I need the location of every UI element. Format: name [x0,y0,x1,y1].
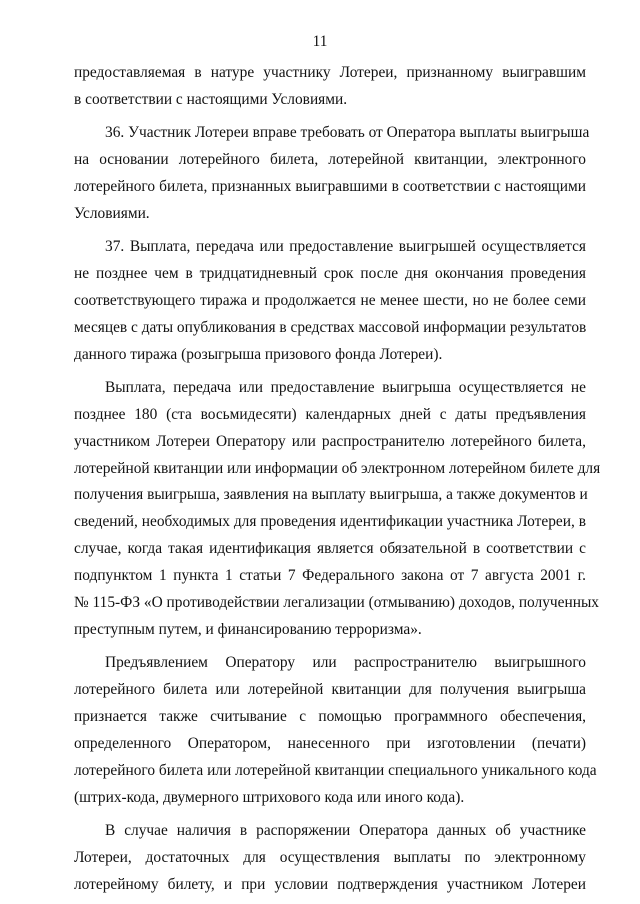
text-line: Выплата, передача или предоставление выигрыша осуществляется не [105,378,586,396]
text-line: сведений, необходимых для проведения идентификации участника Лотереи, в [74,513,586,531]
text-line: на основании лотерейного билета, лотерейной квитанции, электронного [74,151,586,168]
text-line: позднее 180 (ста восьмидесяти) календарных дней с даты предъявления [74,405,586,423]
text-line: месяцев с даты опубликования в средствах массовой информации результатов [74,318,587,336]
text-line: в соответствии с настоящими Условиями. [74,90,348,108]
text-line: лотерейного билета или лотерейной квитанции для получения выигрыша [74,681,586,698]
text-line: лотерейного билета, признанных выигравшими в соответствии с настоящими [74,177,586,195]
text-line: Предъявлением Оператору или распространителю выигрышного [105,654,586,672]
text-line: Лотереи, достаточных для осуществления выплаты по электронному [74,848,586,866]
text-line: данного тиража (розыгрыша призового фонда Лотереи). [74,345,443,363]
text-line: случае, когда такая идентификация является обязательной в соответствии с [74,540,586,558]
text-line: предоставляемая в натуре участнику Лотереи, признанному выигравшим [74,64,586,81]
text-line: не позднее чем в тридцатидневный срок после дня окончания проведения [74,264,586,282]
text-line: признается также считывание с помощью программного обеспечения, [74,707,586,725]
text-line: преступным путем, и финансированию терроризма». [74,620,422,638]
text-line: 36. Участник Лотереи вправе требовать от Оператора выплаты выигрыша [105,124,590,142]
text-line: 37. Выплата, передача или предоставление выигрышей осуществляется [105,238,586,255]
text-line: Условиями. [74,204,150,222]
text-line: участником Лотереи Оператору или распространителю лотерейного билета, [74,432,586,450]
text-line: В случае наличия в распоряжении Оператора данных об участнике [105,821,586,839]
text-line: № 115-ФЗ «О противодействии легализации (отмыванию) доходов, полученных [74,594,600,611]
text-line: (штрих-кода, двумерного штрихового кода или иного кода). [74,788,465,806]
text-line: лотерейной квитанции или информации об электронном лотерейном билете для [74,459,601,477]
text-line: определенного Оператором, нанесенного при изготовлении (печати) [74,734,586,752]
text-line: соответствующего тиража и продолжается не менее шести, но не более семи [74,291,586,309]
page-number: 11 [312,33,328,50]
text-line: подпунктом 1 пункта 1 статьи 7 Федерального закона от 7 августа 2001 г. [74,567,586,585]
text-line: лотерейному билету, и при условии подтверждения участником Лотереи [74,875,586,893]
text-line: лотерейного билета или лотерейной квитанции специального уникального кода [74,761,597,779]
text-line: получения выигрыша, заявления на выплату выигрыша, а также документов и [74,486,588,504]
